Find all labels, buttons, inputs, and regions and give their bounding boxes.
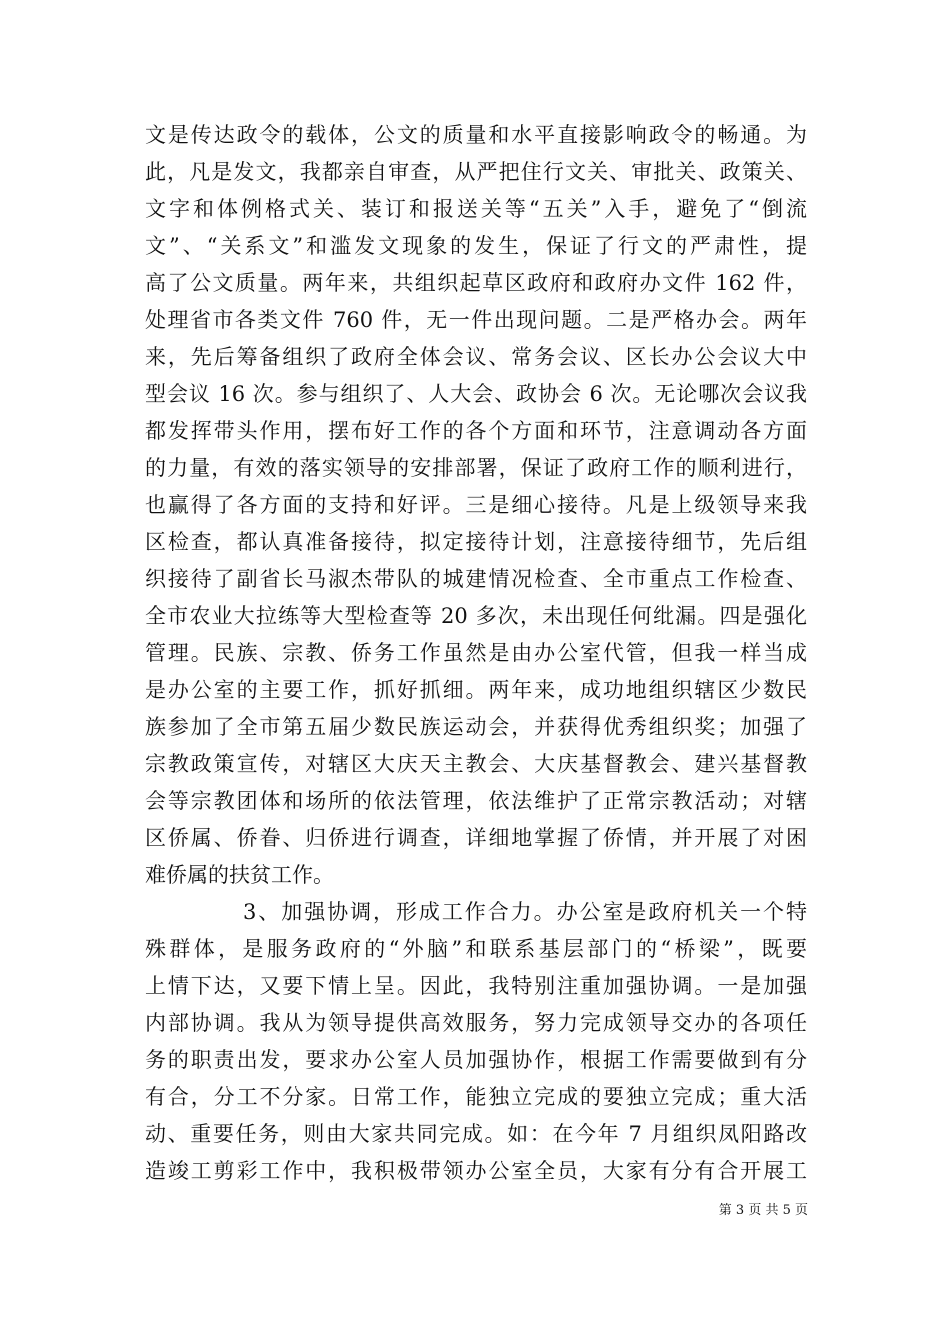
text-line: 族参加了全市第五届少数民族运动会，并获得优秀组织奖；加强了: [145, 715, 807, 739]
text-line: 难侨属的扶贫工作。: [145, 863, 334, 887]
text-line: 文字和体例格式关、装订和报送关等“五关”入手，避免了“倒流: [145, 197, 807, 221]
text-line: 文”、“关系文”和滥发文现象的发生，保证了行文的严肃性，提: [145, 234, 807, 258]
text-line: 宗教政策宣传，对辖区大庆天主教会、大庆基督教会、建兴基督教: [145, 752, 807, 776]
text-line: 是办公室的主要工作，抓好抓细。两年来，成功地组织辖区少数民: [145, 678, 807, 702]
text-line: 造竣工剪彩工作中，我积极带领办公室全员，大家有分有合开展工: [145, 1159, 807, 1183]
text-line: 区检查，都认真准备接待，拟定接待计划，注意接待细节，先后组: [145, 530, 807, 554]
text-line: 也赢得了各方面的支持和好评。三是细心接待。凡是上级领导来我: [145, 493, 807, 517]
text-line: 织接待了副省长马淑杰带队的城建情况检查、全市重点工作检查、: [145, 567, 807, 591]
text-line: 殊群体，是服务政府的“外脑”和联系基层部门的“桥梁”，既要: [145, 937, 807, 961]
text-line: 有合，分工不分家。日常工作，能独立完成的要独立完成；重大活: [145, 1085, 807, 1109]
text-line: 的力量，有效的落实领导的安排部署，保证了政府工作的顺利进行，: [145, 456, 807, 480]
body-text: [145, 117, 807, 1190]
text-line: 务的职责出发，要求办公室人员加强协作，根据工作需要做到有分: [145, 1048, 807, 1072]
text-line: 管理。民族、宗教、侨务工作虽然是由办公室代管，但我一样当成: [145, 641, 807, 665]
text-line: 高了公文质量。两年来，共组织起草区政府和政府办文件 162 件，: [145, 271, 807, 295]
text-line: 型会议 16 次。参与组织了、人大会、政协会 6 次。无论哪次会议我: [145, 382, 807, 406]
text-line: 会等宗教团体和场所的依法管理，依法维护了正常宗教活动；对辖: [145, 789, 807, 813]
text-line: 3、加强协调，形成工作合力。办公室是政府机关一个特: [243, 900, 807, 924]
text-line: 全市农业大拉练等大型检查等 20 多次，未出现任何纰漏。四是强化: [145, 604, 807, 628]
text-line: 来，先后筹备组织了政府全体会议、常务会议、区长办公会议大中: [145, 345, 807, 369]
text-line: 此，凡是发文，我都亲自审查，从严把住行文关、审批关、政策关、: [145, 160, 807, 184]
text-line: 上情下达，又要下情上呈。因此，我特别注重加强协调。一是加强: [145, 974, 807, 998]
page-number-footer: 第 3 页 共 5 页: [718, 1203, 808, 1218]
text-line: 文是传达政令的载体，公文的质量和水平直接影响政令的畅通。为: [145, 123, 807, 147]
text-line: 都发挥带头作用，摆布好工作的各个方面和环节，注意调动各方面: [145, 419, 807, 443]
text-line: 处理省市各类文件 760 件，无一件出现问题。二是严格办会。两年: [145, 308, 807, 332]
text-line: 内部协调。我从为领导提供高效服务，努力完成领导交办的各项任: [145, 1011, 807, 1035]
text-line: 动、重要任务，则由大家共同完成。如：在今年 7 月组织凤阳路改: [145, 1122, 807, 1146]
text-line: 区侨属、侨眷、归侨进行调查，详细地掌握了侨情，并开展了对困: [145, 826, 807, 850]
